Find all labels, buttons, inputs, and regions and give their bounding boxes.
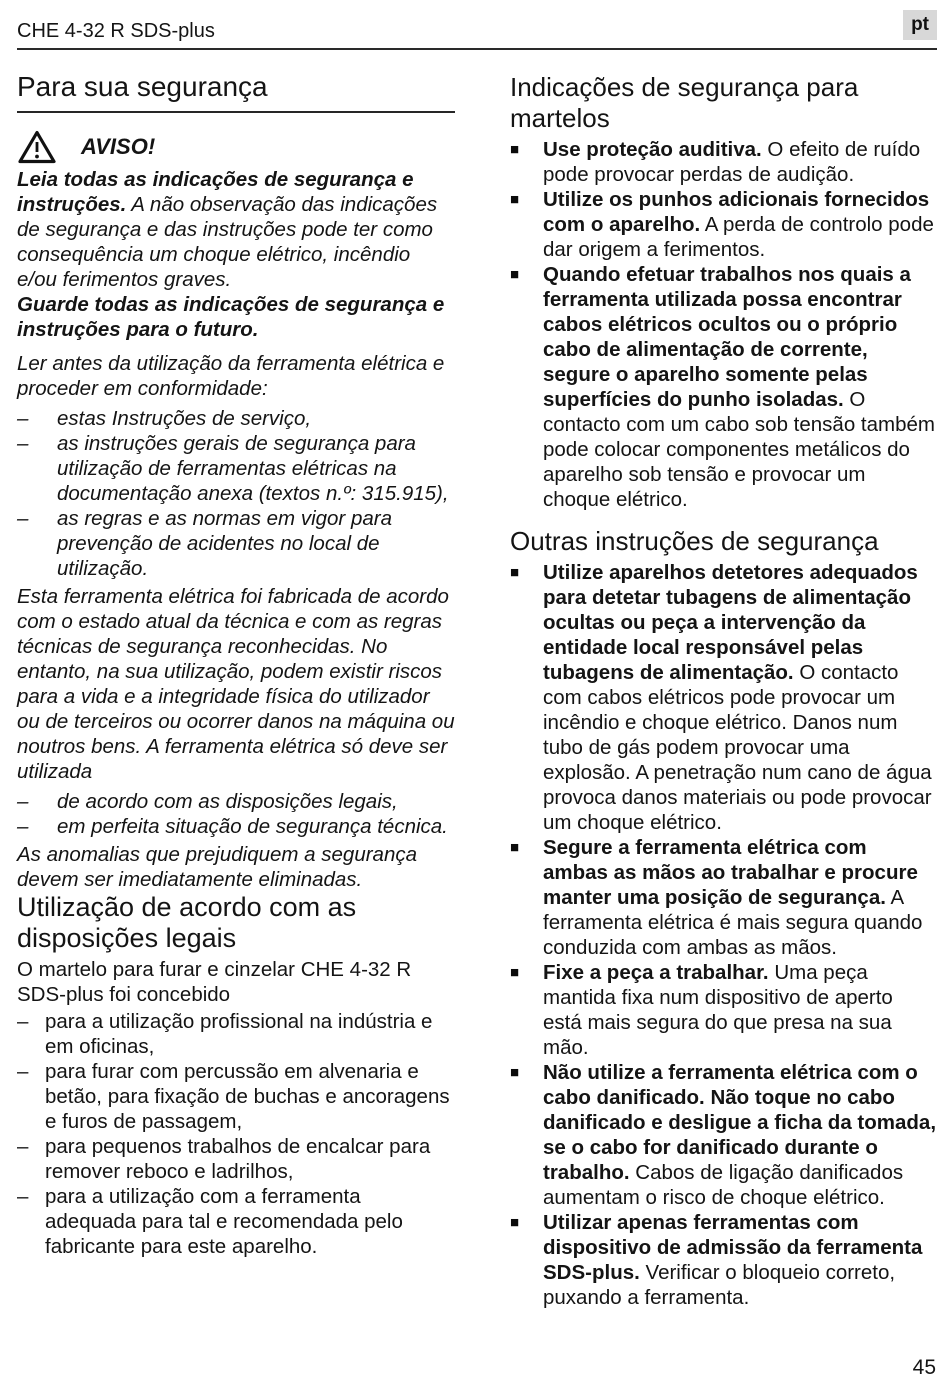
square-bullet-marker: ■ bbox=[510, 1214, 520, 1231]
language-badge: pt bbox=[903, 10, 937, 40]
bullet-item: ■ Utilize aparelhos detetores adequados para detetar tubagens de alimentação ocultas ou peça a intervenção da entidade local responsável pelas tubagens de alimentação. O contacto com cabos elétricos pode provocar um incêndio e choque elétrico. Danos num tubo de gás podem provocar uma explosão. A penetração num cano de água provoca danos materiais ou pode provocar um choque elétrico. bbox=[510, 561, 932, 834]
warning-label: AVISO! bbox=[81, 134, 156, 159]
hammer-safety-list bbox=[510, 137, 937, 512]
square-bullet-marker: ■ bbox=[510, 964, 520, 981]
list-item: – estas Instruções de serviço, bbox=[17, 407, 312, 430]
intended-use-block bbox=[17, 957, 455, 1259]
section-heading-hammer-safety: Indicações de segurança para martelos bbox=[510, 72, 859, 133]
bullet-item: ■ Quando efetuar trabalhos nos quais a ferramenta utilizada possa encontrar cabos elétricos ocultos ou o próprio cabo de alimentação de corrente, segure o aparelho somente pelas superfícies do punho isoladas. O contacto com um cabo sob tensão também pode colocar componentes metálicos do aparelho sob tensão e provocar um choque elétrico. bbox=[510, 263, 935, 511]
read-before-list bbox=[17, 406, 455, 581]
page-header bbox=[17, 10, 937, 50]
list-item: – para a utilização profissional na indústria e em oficinas, bbox=[17, 1010, 433, 1058]
section-heading-intended-use: Utilização de acordo com as disposições legais bbox=[17, 892, 357, 953]
list-item: – para a utilização com a ferramenta adequada para tal e recomendada pelo fabricante para este aparelho. bbox=[17, 1185, 403, 1258]
dash-marker: – bbox=[17, 815, 29, 838]
list-item: – de acordo com as disposições legais, bbox=[17, 790, 398, 813]
intro-rest-text: A não observação das indicações de segurança e das instruções pode ter como consequência um choque elétrico, incêndio e/ou ferimentos graves. bbox=[17, 193, 438, 291]
anomalies-paragraph: As anomalias que prejudiquem a segurança devem ser imediatamente eliminadas. bbox=[17, 843, 418, 891]
bullet-item: ■ Utilizar apenas ferramentas com dispositivo de admissão da ferramenta SDS-plus. Verificar o bloqueio correto, puxando a ferramenta. bbox=[510, 1211, 923, 1309]
left-column bbox=[17, 72, 455, 1310]
list-item: – em perfeita situação de segurança técnica. bbox=[17, 815, 448, 838]
square-bullet-marker: ■ bbox=[510, 141, 520, 158]
dash-marker: – bbox=[17, 407, 29, 430]
bullet-item: ■ Use proteção auditiva. O efeito de ruído pode provocar perdas de audição. bbox=[510, 138, 921, 186]
intended-use-list bbox=[17, 1009, 455, 1259]
permitted-use-list bbox=[17, 789, 455, 839]
warning-row bbox=[17, 129, 455, 165]
section-heading-other-safety: Outras instruções de segurança bbox=[510, 526, 879, 556]
dash-marker: – bbox=[17, 1010, 29, 1033]
safety-intro-block bbox=[17, 167, 455, 892]
list-item: – as instruções gerais de segurança para utilização de ferramentas elétricas na documentação anexa (textos n.º: 315.915), bbox=[17, 432, 449, 505]
list-item: – as regras e as normas em vigor para prevenção de acidentes no local de utilização. bbox=[17, 507, 392, 580]
dash-marker: – bbox=[17, 432, 29, 455]
dash-marker: – bbox=[17, 1060, 29, 1083]
square-bullet-marker: ■ bbox=[510, 564, 520, 581]
header-title: CHE 4-32 R SDS-plus bbox=[17, 20, 215, 42]
dash-marker: – bbox=[17, 790, 29, 813]
right-column bbox=[510, 72, 937, 1310]
list-item: – para pequenos trabalhos de encalcar para remover reboco e ladrilhos, bbox=[17, 1135, 431, 1183]
read-before-paragraph: Ler antes da utilização da ferramenta elétrica e proceder em conformidade: bbox=[17, 352, 445, 400]
square-bullet-marker: ■ bbox=[510, 1064, 520, 1081]
intended-use-intro: O martelo para furar e cinzelar CHE 4-32 R SDS-plus foi concebido bbox=[17, 958, 412, 1006]
bullet-item: ■ Utilize os punhos adicionais fornecidos com o aparelho. A perda de controlo pode dar origem a ferimentos. bbox=[510, 188, 934, 261]
bullet-item: ■ Não utilize a ferramenta elétrica com o cabo danificado. Não toque no cabo danificado e desligue a ficha da tomada, se o cabo for danificado durante o trabalho. Cabos de ligação danificados aumentam o risco de choque elétrico. bbox=[510, 1061, 937, 1209]
intro-bold-text: Leia todas as indicações de segurança e instruções. bbox=[17, 168, 414, 216]
other-safety-list bbox=[510, 560, 937, 1310]
square-bullet-marker: ■ bbox=[510, 839, 520, 856]
intro-paragraph bbox=[17, 167, 455, 342]
page-number: 45 bbox=[912, 1356, 936, 1379]
warning-triangle-icon bbox=[17, 129, 57, 165]
list-item: – para furar com percussão em alvenaria e betão, para fixação de buchas e ancoragens e furos de passagem, bbox=[17, 1060, 450, 1133]
bullet-item: ■ Segure a ferramenta elétrica com ambas as mãos ao trabalhar e procure manter uma posição de segurança. A ferramenta elétrica é mais segura quando conduzida com ambas as mãos. bbox=[510, 836, 923, 959]
keep-instructions-text: Guarde todas as indicações de segurança e instruções para o futuro. bbox=[17, 293, 445, 341]
two-column-layout bbox=[17, 72, 937, 1310]
dash-marker: – bbox=[17, 1185, 29, 1208]
square-bullet-marker: ■ bbox=[510, 266, 520, 283]
dash-marker: – bbox=[17, 1135, 29, 1158]
section-heading-safety: Para sua segurança bbox=[17, 72, 455, 113]
state-of-art-paragraph: Esta ferramenta elétrica foi fabricada de acordo com o estado atual da técnica e com as regras técnicas de segurança reconhecidas. No entanto, na sua utilização, podem existir riscos para a vida e a integridade física do utilizador ou de terceiros ou ocorrer danos na máquina ou noutros bens. A ferramenta elétrica só deve ser utilizada bbox=[17, 585, 455, 783]
bullet-item: ■ Fixe a peça a trabalhar. Uma peça mantida fixa num dispositivo de aperto está mais segura do que presa na sua mão. bbox=[510, 961, 893, 1059]
square-bullet-marker: ■ bbox=[510, 191, 520, 208]
dash-marker: – bbox=[17, 507, 29, 530]
